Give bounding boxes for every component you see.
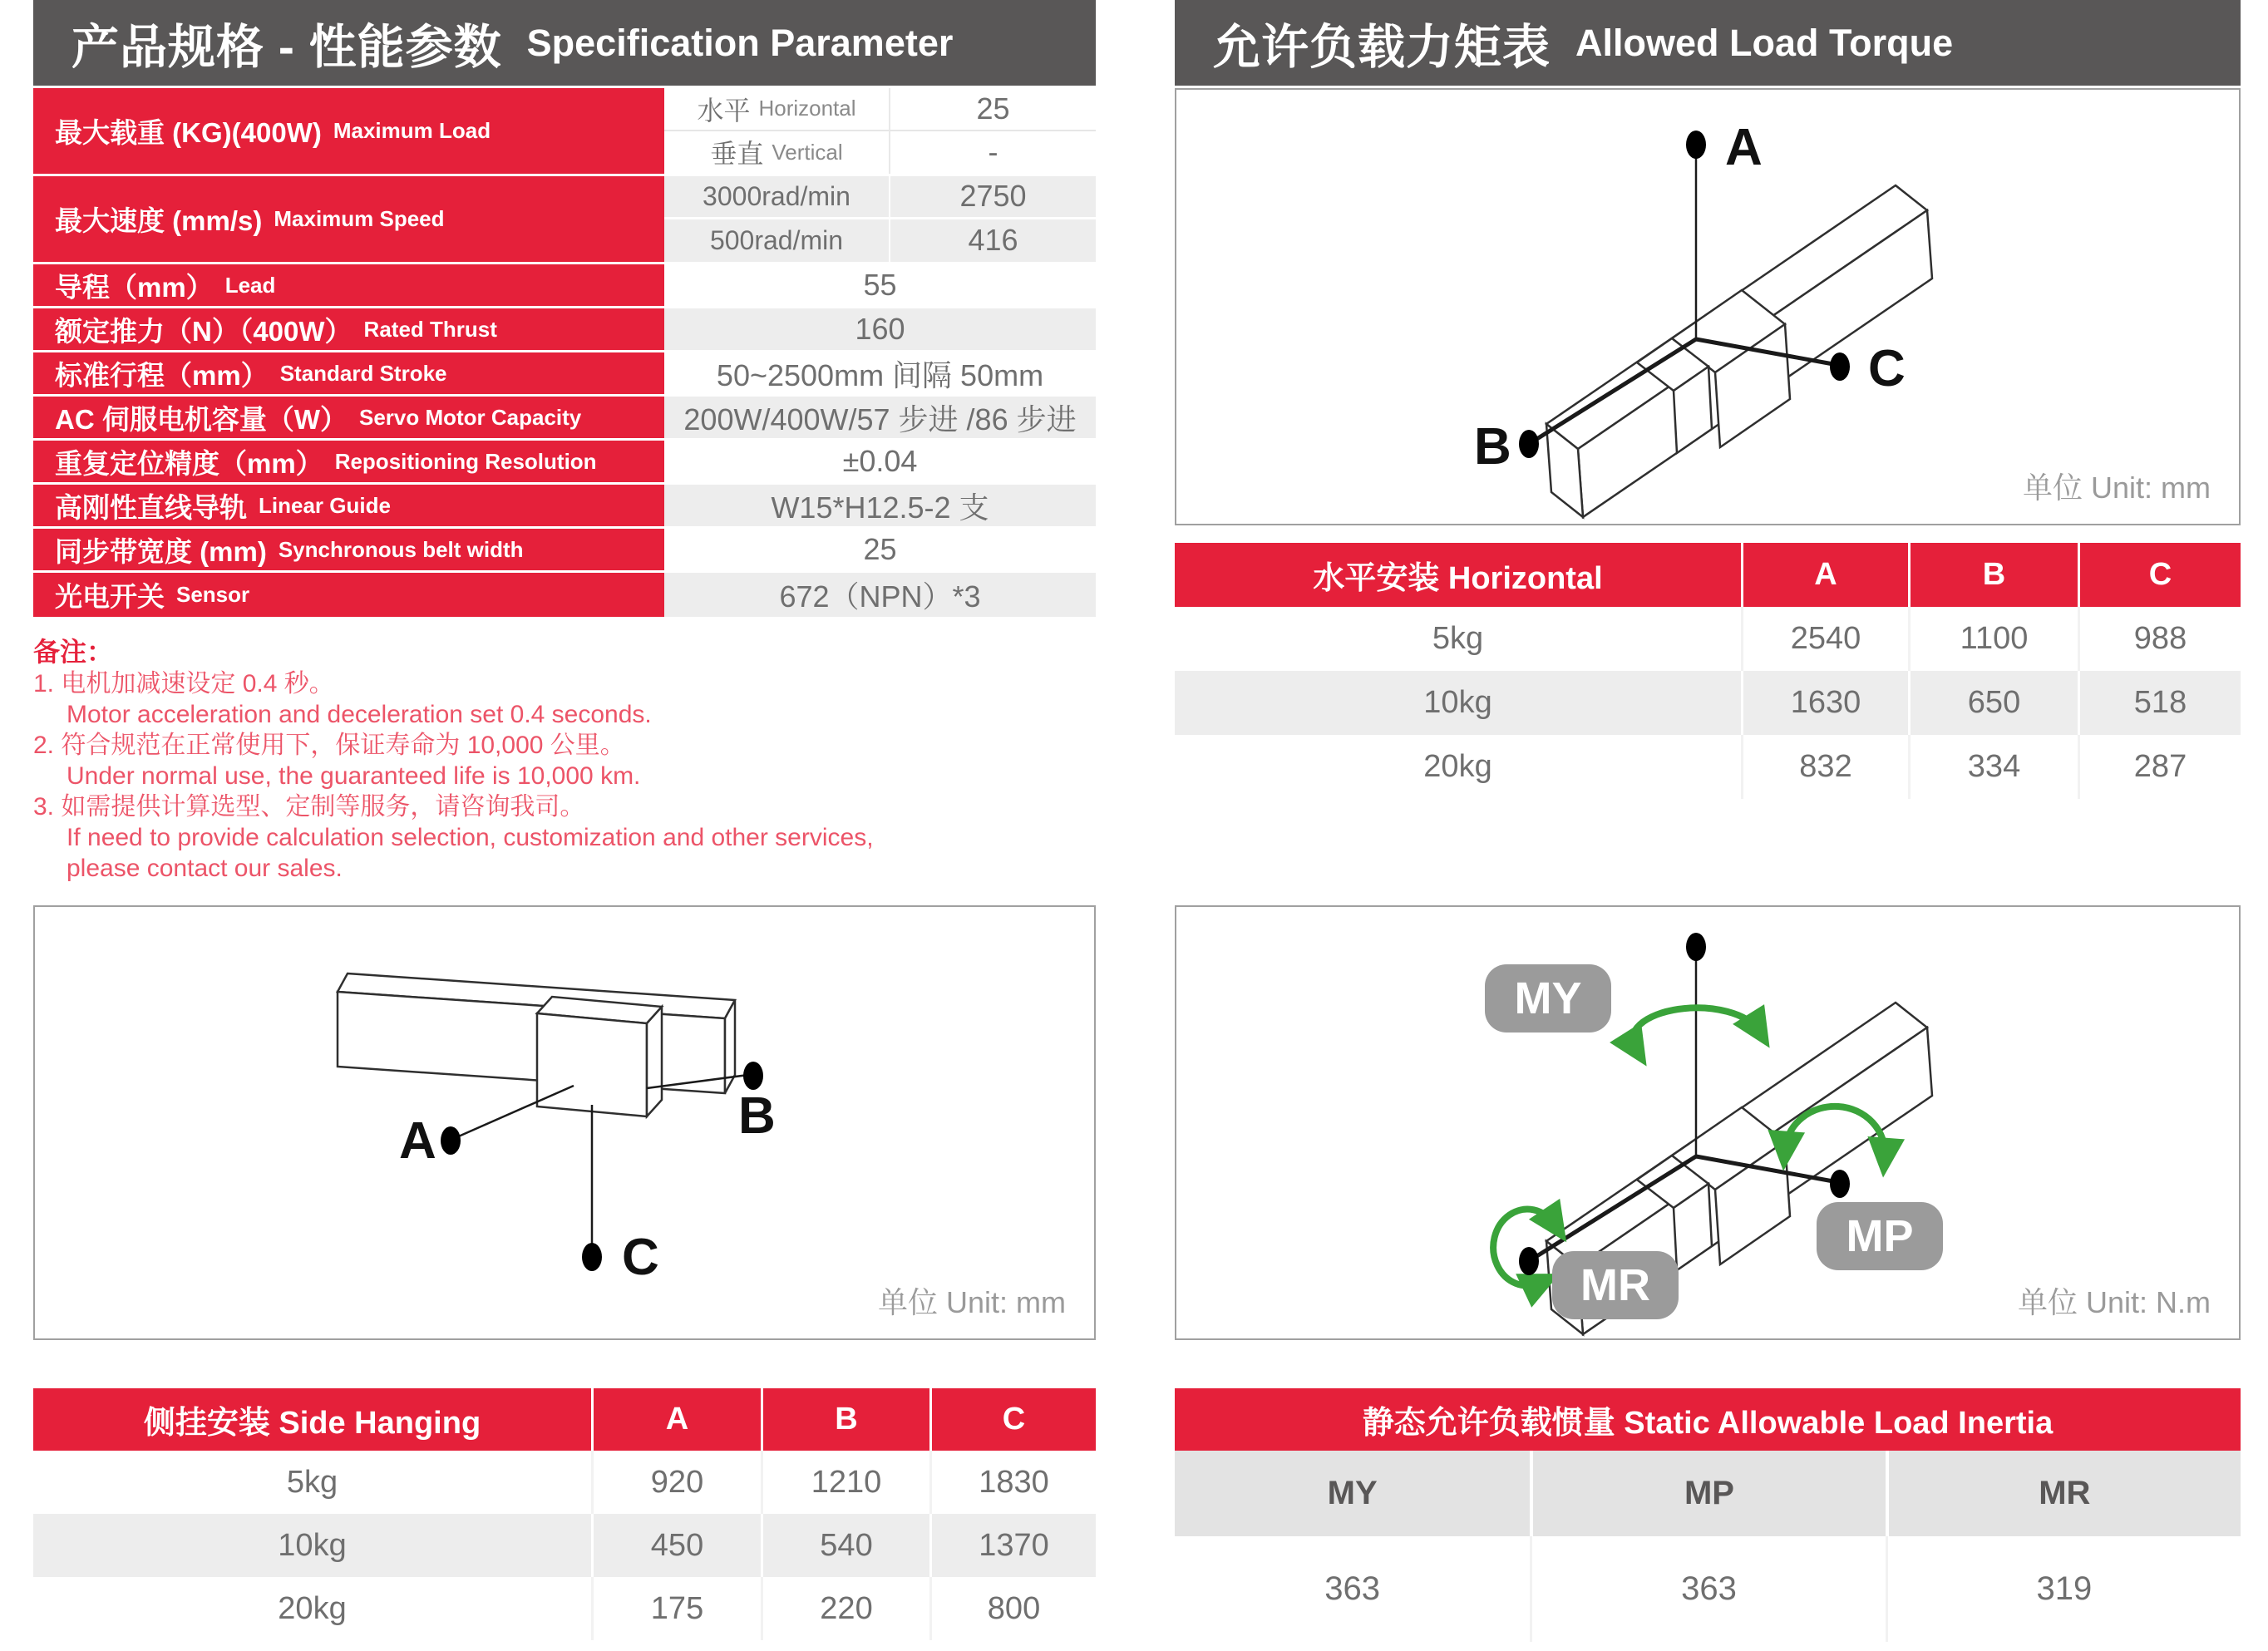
spec-label-zh: 最大速度 (mm/s) — [55, 205, 263, 236]
point-c-label: C — [622, 1229, 659, 1286]
note-line: If need to provide calculation selection, customization and other services, — [67, 824, 874, 851]
notes-label: 备注： — [33, 637, 114, 667]
table-title: 侧挂安装 Side Hanging — [143, 1406, 481, 1441]
spec-label-zh: 高刚性直线导轨 — [55, 491, 247, 523]
inertia-values-row — [1175, 1536, 2241, 1642]
spec-label-zh: 光电开关 — [55, 581, 165, 612]
spec-label-zh: 同步带宽度 (mm) — [55, 535, 267, 567]
mr-rotation-arrow — [1493, 1210, 1555, 1286]
spec-value: 25 — [664, 529, 1096, 570]
note-line: 2. 符合规范在正常使用下，保证寿命为 10,000 公里。 — [33, 732, 625, 759]
axis-a-line — [455, 1086, 574, 1138]
spec-subheader — [664, 88, 889, 131]
table-row — [33, 1577, 1096, 1640]
spec-label-en: Standard Stroke — [279, 360, 447, 386]
value-mp: 363 — [1530, 1536, 1885, 1642]
cell-b: 650 — [1908, 671, 2078, 735]
sub-en: Vertical — [772, 139, 843, 165]
row-label: 20kg — [278, 1590, 347, 1626]
point-a-label: A — [1725, 119, 1763, 176]
my-label: MY — [1514, 973, 1582, 1023]
spec-label-en: Servo Motor Capacity — [358, 404, 582, 430]
cell-c: 1370 — [929, 1514, 1096, 1577]
spec-value: ±0.04 — [664, 441, 1096, 482]
cell-a: 1630 — [1741, 671, 1908, 735]
spec-label — [33, 176, 664, 262]
torque-header-zh: 允许负载力矩表 — [1213, 20, 1551, 74]
note-line: please contact our sales. — [67, 855, 343, 882]
value-my: 363 — [1324, 1570, 1381, 1607]
table-row — [1175, 607, 2241, 671]
spec-value: - — [889, 131, 1096, 175]
spec-row-rated-thrust — [33, 308, 1096, 352]
point-b-label: B — [738, 1087, 776, 1145]
spec-row-repositioning — [33, 441, 1096, 485]
row-label: 5kg — [1432, 621, 1484, 656]
spec-subheader — [664, 219, 889, 263]
actuator-abc-drawing — [35, 907, 1094, 1338]
spec-row-max-speed — [33, 176, 1096, 264]
spec-value: 2750 — [889, 176, 1096, 219]
torque-header-en: Allowed Load Torque — [1575, 21, 1954, 64]
mp-axis-dot — [1830, 1170, 1850, 1198]
spec-row-max-load — [33, 88, 1096, 176]
spec-label-en: Synchronous belt width — [278, 536, 524, 562]
dimension-diagram — [33, 905, 1096, 1340]
torque-header — [1175, 0, 2241, 86]
spec-row-linear-guide — [33, 485, 1096, 529]
spec-row-sensor — [33, 573, 1096, 617]
spec-label — [33, 88, 664, 174]
spec-value: 25 — [889, 88, 1096, 131]
inertia-table — [1175, 1388, 2241, 1642]
spec-row-standard-stroke — [33, 352, 1096, 397]
spec-value: 55 — [664, 264, 1096, 306]
spec-value: 672（NPN）*3 — [664, 573, 1096, 617]
col-header-my: MY — [1327, 1475, 1378, 1511]
spec-label-en: Lead — [224, 272, 276, 298]
cell-b: 1210 — [761, 1451, 929, 1514]
note-line: Motor acceleration and deceleration set 0.4 seconds. — [67, 701, 652, 728]
sub-zh: 水平 — [697, 95, 751, 126]
spec-label-en: Maximum Speed — [274, 206, 445, 231]
spec-value: 200W/400W/57 步进 /86 步进 — [664, 397, 1096, 438]
side-hanging-table — [33, 1388, 1096, 1640]
cell-b: 540 — [761, 1514, 929, 1577]
row-label: 10kg — [33, 1514, 591, 1577]
col-header-a: A — [591, 1388, 761, 1451]
sub-en: Horizontal — [758, 96, 856, 121]
spec-header-zh: 产品规格 - 性能参数 — [71, 20, 502, 74]
horizontal-header — [1175, 543, 2241, 607]
notes-block — [33, 635, 1096, 884]
torque-diagram — [1175, 88, 2241, 525]
mp-label: MP — [1846, 1211, 1914, 1261]
spec-row-servo-capacity — [33, 397, 1096, 441]
spec-row-lead — [33, 264, 1096, 308]
note-line: 1. 电机加减速设定 0.4 秒。 — [33, 670, 334, 697]
spec-value: 416 — [889, 219, 1096, 263]
table-row — [33, 1451, 1096, 1514]
actuator-end-face — [725, 1000, 735, 1093]
point-b-dot — [1519, 430, 1539, 458]
cell-c: 800 — [929, 1577, 1096, 1640]
spec-subheader — [664, 176, 889, 219]
slider-end-face — [647, 1007, 662, 1116]
spec-label-en: Linear Guide — [259, 492, 391, 518]
table-row — [1175, 671, 2241, 735]
point-a-label: A — [399, 1112, 436, 1170]
spec-value: 50~2500mm 间隔 50mm — [664, 352, 1096, 394]
row-label: 10kg — [1175, 671, 1741, 735]
cell-c: 518 — [2078, 671, 2241, 735]
spec-header — [33, 0, 1096, 86]
cell-c: 1830 — [929, 1451, 1096, 1514]
row-label: 5kg — [286, 1464, 338, 1500]
actuator-moment-drawing — [1176, 907, 2239, 1338]
left-panel — [33, 0, 1096, 1651]
table-row — [33, 1514, 1096, 1577]
right-panel — [1175, 0, 2241, 1651]
note-line: 3. 如需提供计算选型、定制等服务，请咨询我司。 — [33, 793, 585, 821]
col-header-b: B — [761, 1388, 929, 1451]
point-b-label: B — [1474, 418, 1511, 476]
spec-table — [33, 88, 1096, 617]
unit-caption: 单位 Unit: N.m — [2017, 1285, 2211, 1319]
spec-label-zh: 标准行程（mm） — [55, 359, 269, 391]
spec-label-zh: 最大载重 (KG)(400W) — [55, 117, 322, 148]
point-c-dot — [582, 1243, 602, 1271]
point-c-label: C — [1868, 340, 1906, 397]
horizontal-table — [1175, 543, 2241, 799]
cell-b: 220 — [761, 1577, 929, 1640]
col-header-mr: MR — [1886, 1451, 2241, 1536]
cell-a: 920 — [591, 1451, 761, 1514]
row-label: 20kg — [1423, 749, 1492, 784]
unit-caption: 单位 Unit: mm — [2022, 471, 2211, 505]
spec-label-en: Sensor — [176, 582, 250, 607]
spec-label-en: Maximum Load — [333, 118, 491, 143]
table-title: 水平安装 Horizontal — [1313, 561, 1603, 596]
spec-subheader — [664, 131, 889, 175]
spec-header-en: Specification Parameter — [526, 21, 954, 64]
cell-a: 2540 — [1741, 607, 1908, 671]
spec-label-zh: AC 伺服电机容量（W） — [55, 403, 348, 435]
sub-zh: 垂直 — [710, 139, 764, 170]
col-header-a: A — [1741, 543, 1908, 607]
value-mr: 319 — [1886, 1536, 2241, 1642]
point-c-dot — [1830, 352, 1850, 381]
col-header-mp: MP — [1530, 1451, 1885, 1536]
spec-value: W15*H12.5-2 支 — [664, 485, 1096, 526]
sub-zh: 500rad/min — [709, 224, 844, 255]
side-hanging-header — [33, 1388, 1096, 1451]
cell-b: 334 — [1908, 735, 2078, 799]
table-row — [1175, 735, 2241, 799]
mr-label: MR — [1580, 1260, 1650, 1310]
col-header-b: B — [1908, 543, 2078, 607]
cell-b: 1100 — [1908, 607, 2078, 671]
spec-label-zh: 重复定位精度（mm） — [55, 447, 323, 479]
cell-c: 287 — [2078, 735, 2241, 799]
cell-a: 175 — [591, 1577, 761, 1640]
cell-a: 450 — [591, 1514, 761, 1577]
spec-row-belt-width — [33, 529, 1096, 573]
inertia-title: 静态允许负载惯量 Static Allowable Load Inertia — [1175, 1388, 2241, 1451]
slider-front-face — [537, 1013, 647, 1116]
point-b-dot — [743, 1062, 763, 1090]
cell-c: 988 — [2078, 607, 2241, 671]
point-a-dot — [441, 1126, 461, 1155]
inertia-subheader — [1175, 1451, 2241, 1536]
mr-axis-dot — [1519, 1247, 1539, 1275]
unit-caption: 单位 Unit: mm — [877, 1285, 1066, 1319]
my-axis-dot — [1686, 933, 1706, 961]
spec-label-zh: 额定推力（N）（400W） — [55, 315, 353, 347]
point-a-dot — [1686, 131, 1706, 159]
spec-value: 160 — [664, 308, 1096, 350]
actuator-iso-abc-drawing — [1176, 90, 2239, 524]
note-line: Under normal use, the guaranteed life is 10,000 km. — [67, 762, 641, 790]
moment-diagram — [1175, 905, 2241, 1340]
sub-zh: 3000rad/min — [703, 180, 850, 211]
spec-label-zh: 导程（mm） — [55, 271, 214, 303]
col-header-c: C — [2078, 543, 2241, 607]
col-header-c: C — [929, 1388, 1096, 1451]
spec-label-en: Rated Thrust — [363, 316, 497, 342]
cell-a: 832 — [1741, 735, 1908, 799]
spec-label-en: Repositioning Resolution — [334, 448, 597, 474]
